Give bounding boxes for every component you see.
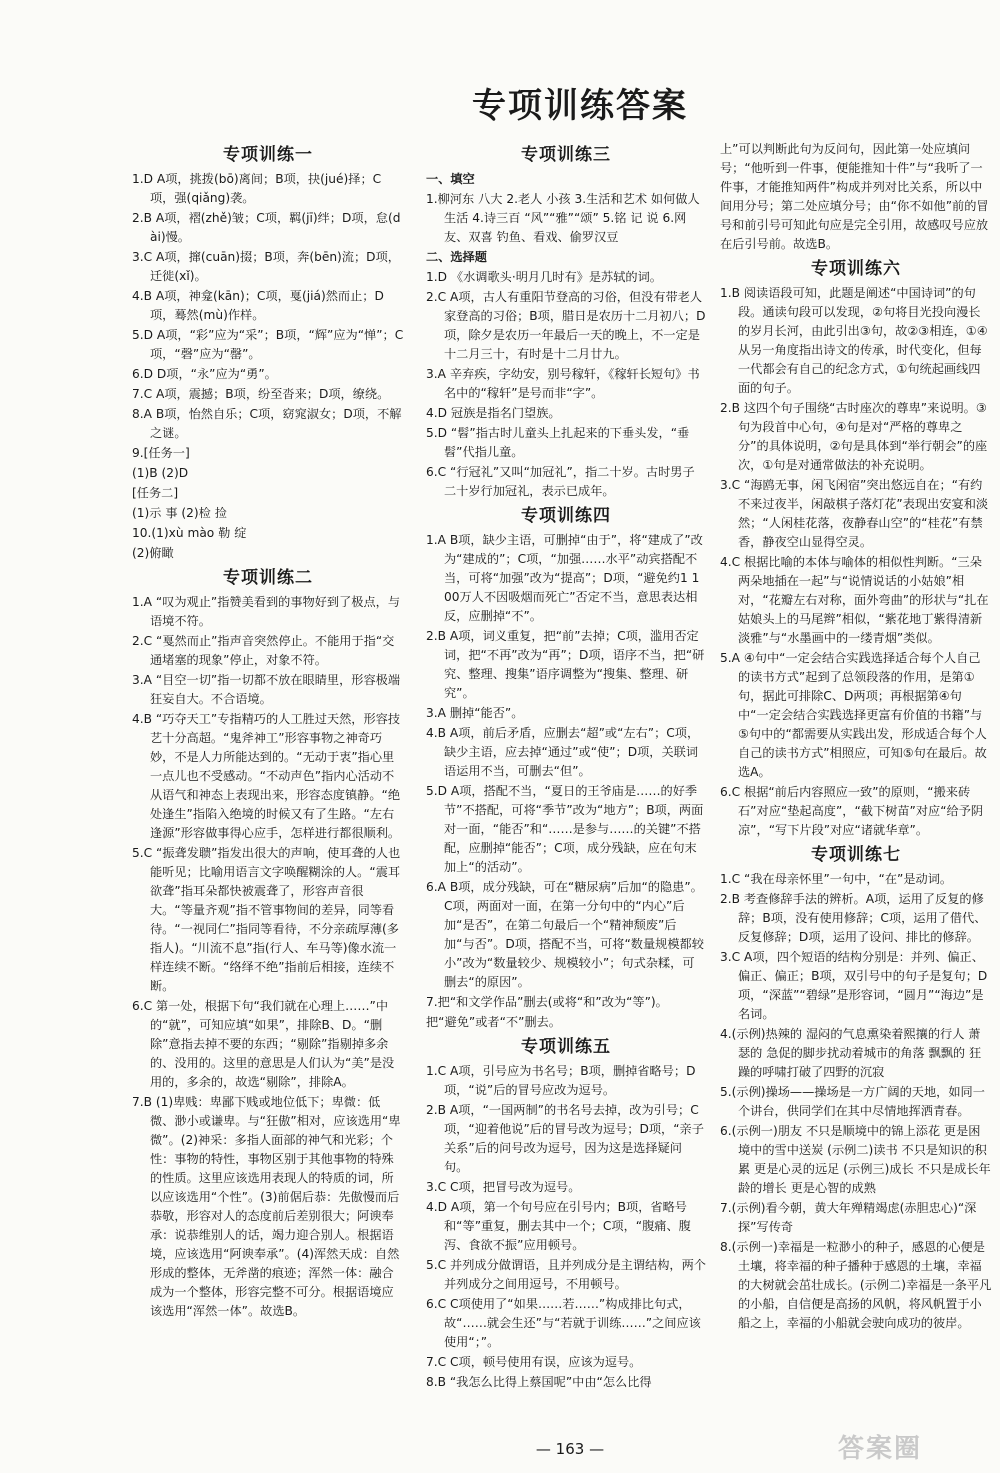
answer-item: 8.B “我怎么比得上蔡国呢”中由“怎么比得 [426, 1375, 652, 1389]
answer-item: 4.D A项，第一个句号应在引号内；B项，省略号和“等”重复，删去其中一个；C项，“腹痛、腹泻、食欲不振”应用顿号。 [426, 1200, 691, 1252]
watermark-logo [838, 1428, 988, 1466]
answer-item: 6.C 根据“前后内容照应一致”的原则，“搬来砖石”对应“垫起高度”，“截下树苗”对应“给予阴凉”，“写下片段”对应“诸就华章”。 [720, 785, 984, 837]
answer-item: 5.A ④句中“一定会结合实践选择适合每个人自己的读书方式”起到了总领段落的作用，是第①句，据此可排除C、D两项；再根据第④句中“一定会结合实践选择更富有价值的书籍”与⑤句中的“都需要从实践出发，形成适合每个人自己的读书方式”相照应，可知⑤句在最后。故选A。 [720, 651, 987, 779]
answer-item: (1)B (2)D [132, 466, 189, 480]
page-title: 专项训练答案 [472, 86, 688, 126]
answer-item: 7.把“和文学作品”删去(或将“和”改为“等”)。 [426, 995, 668, 1009]
section-heading: 专项训练四 [521, 506, 611, 526]
answer-item: 1.柳河东 八大 2.老人 小孩 3.生活和艺术 如何做人 生活 4.诗三百 “风”“雅”“颂” 5.铭 记 说 6.网友、双喜 钓鱼、看戏、偷罗汉豆 [426, 192, 700, 244]
subsection-label: 二、选择题 [426, 250, 487, 264]
answer-item: 1.A B项，缺少主语，可删掉“由于”，将“建成了”改为“建成的”；C项，“加强……水平”动宾搭配不当，可将“加强”改为“提高”；D项，“避免约1 100万人不因吸烟而死亡”否定不当，意思表达相反，应删掉“不”。 [426, 533, 703, 623]
answer-item: 1.D 《水调歌头·明月几时有》是苏轼的词。 [426, 270, 662, 284]
answer-item: 上”可以判断此句为反问句，因此第一处应填问号；“他听到一件事，便能推知十件”与“我听了一件事，才能推知两件”构成并列对比关系，所以中间用分号；第二处应填分号；由“你不如他”前的冒号和前引号可知此句应是完全引用，故感叹号应放在后引号前。故选B。 [720, 142, 989, 251]
answer-item: 1.C A项，引号应为书名号；B项，删掉省略号；D项，“说”后的冒号应改为逗号。 [426, 1064, 696, 1097]
answer-item: 3.C A项，四个短语的结构分别是：并列、偏正、偏正、偏正；B项，双引号中的句子是复句；D项，“深蓝”“碧绿”是形容词，“圆月”“海边”是名词。 [720, 950, 988, 1021]
answer-item: 2.B A项，褶(zhě)皱；C项，羁(jī)绊；D项，怠(dài)慢。 [132, 211, 401, 244]
answer-item: 6.C C项使用了“如果……若……”构成排比句式，故“……就会生还”与“若就于训练……”之间应该使用“；”。 [426, 1297, 701, 1349]
answer-item: 6.(示例一)朋友 不只是顺境中的锦上添花 更是困境中的雪中送炭 (示例二)读书 不只是知识的积累 更是心灵的远足 (示例三)成长 不只是成长年龄的增长 更是心智的成熟 [720, 1124, 991, 1195]
answer-item: 3.C “海鸥无事，闲飞闲宿”突出悠远自在；“有约不来过夜半，闲敲棋子落灯花”表现出安宴和淡然；“人闲桂花落，夜静春山空”的“桂花”有禁香，静夜空山显得空灵。 [720, 478, 989, 549]
section-heading: 专项训练七 [811, 845, 901, 865]
answer-item: 3.C C项，把冒号改为逗号。 [426, 1180, 581, 1194]
answer-item: (2)俯瞰 [132, 546, 174, 560]
section-heading: 专项训练三 [521, 145, 611, 165]
answer-item: 5.C 并列成分做谓语，且并列成分是主谓结构，两个并列成分之间用逗号，不用顿号。 [426, 1258, 706, 1291]
answer-item: 1.B 阅读语段可知，此题是阐述“中国诗词”的句段。通读句段可以发现，②句将目光投向漫长的岁月长河，由此引出③句，故②③相连，①④从另一角度指出诗文的传承，时代变化，但每一代都会有自己的纪念方式，①句统起画线四面的句子。 [720, 286, 988, 395]
answer-item: (1)示 事 (2)检 捡 [132, 506, 227, 520]
answer-item: 4.B “巧夺天工”专指精巧的人工胜过天然，形容技艺十分高超。“鬼斧神工”形容事物之神奇巧妙，不是人力所能达到的。“无动于衷”指心里一点儿也不受感动。“不动声色”指内心活动不从语气和神态上表现出来，形容态度镇静。“绝处逢生”指陷入绝境的时候又有了生路。“左右逢源”形容做事得心应手，怎样进行都很顺利。 [132, 712, 401, 840]
section-heading: 专项训练六 [811, 259, 901, 279]
answer-item: 5.D A项，搭配不当，“夏日的王爷庙是……的好季节”不搭配，可将“季节”改为“地方”；B项，两面对一面，“能否”和“……是参与……的关键”不搭配，应删掉“能否”；C项，成分残缺，应在句末加上“的活动”。 [426, 784, 704, 874]
answer-item: 3.A 删掉“能否”。 [426, 706, 524, 720]
answer-item: 2.B A项，“一国两制”的书名号去掉，改为引号；C项，“迎着他说”后的冒号改为逗号；D项，“亲子关系”后的问号改为逗号，因为这是选择疑问句。 [426, 1103, 704, 1174]
answer-item: 3.A “目空一切”指一切都不放在眼睛里，形容极端狂妄自大。不合语境。 [132, 673, 401, 706]
answer-item: 2.B 这四个句子围绕“古时座次的尊卑”来说明。③句为段首中心句，④句是对“严格的尊卑之分”的具体说明，②句是具体到“举行朝会”的座次，①句是对通常做法的补充说明。 [720, 401, 988, 472]
answer-item: 4.B A项，神龛(kān)；C项，戛(jiá)然而止；D项，蓦然(mù)作样。 [132, 289, 384, 322]
watermark-text: 答案圈 [838, 1434, 923, 1464]
column-2 [426, 140, 706, 1433]
answer-item: 4.C 根据比喻的本体与喻体的相似性判断。“三朵两朵地插在一起”与“说情说话的小姑娘”相对，“花瓣左右对称，面外弯曲”的形状与“扎在姑娘头上的马尾辫”相似，“紫花地丁紫得清新淡雅”与“水墨画中的一缕青烟”类似。 [720, 555, 989, 645]
answer-item: 6.D D项，“永”应为“勇”。 [132, 367, 277, 381]
answer-item: 8.(示例一)幸福是一粒渺小的种子，感恩的心便是土壤，将幸福的种子播种于感恩的土壤，幸福的大树就会茁壮成长。(示例二)幸福是一条平凡的小船，自信便是高扬的风帆，将风帆置于小船之上，幸福的小船就会驶向成功的彼岸。 [720, 1240, 992, 1330]
answer-item: 8.A B项，怡然自乐；C项，窈窕淑女；D项，不解之谜。 [132, 407, 402, 440]
answer-item: [任务二] [132, 486, 179, 500]
answer-item: 4.D 冠族是指名门望族。 [426, 406, 561, 420]
answer-item: 9.[任务一] [132, 446, 190, 460]
answer-item: 7.C C项，顿号使用有误，应该为逗号。 [426, 1355, 642, 1369]
answer-item: 5.C “振聋发聩”指发出很大的声响，使耳聋的人也能听见；比喻用语言文字唤醒糊涂的人。“震耳欲聋”指耳朵都快被震聋了，形容声音很大。“等量齐观”指不管事物间的差异，同等看待。“一视同仁”指同等看待，不分亲疏厚薄(多指人)。“川流不息”指(行人、车马等)像水流一样连续不断。“络绎不绝”指前后相接，连续不断。 [132, 846, 401, 993]
section-heading: 专项训练二 [223, 568, 313, 588]
answer-item: 4.B A项，前后矛盾，应删去“超”或“左右”；C项，缺少主语，应去掉“通过”或“使”；D项，关联词语运用不当，可删去“但”。 [426, 726, 700, 778]
section-heading: 专项训练五 [521, 1037, 611, 1057]
answer-item: 2.C A项，古人有重阳节登高的习俗，但没有带老人家登高的习俗；B项，腊日是农历十二月初八；D项，除夕是农历一年最后一天的晚上，不一定是十二月三十，有时是十二月廿九。 [426, 290, 706, 361]
answer-item: 5.D “髫”指古时儿童头上扎起来的下垂头发，“垂髫”代指儿童。 [426, 426, 690, 459]
subsection-label: 一、填空 [426, 172, 475, 186]
answer-item: 1.C “我在母亲怀里”一句中，“在”是动词。 [720, 872, 953, 886]
answer-item: 2.B 考查修辞手法的辨析。A项，运用了反复的修辞；B项，没有使用修辞；C项，运用了借代、反复修辞；D项，运用了设问、排比的修辞。 [720, 892, 987, 944]
column-3 [720, 140, 992, 1433]
answer-item: 把“避免”或者“不”删去。 [426, 1015, 561, 1029]
answer-item: 1.A “叹为观止”指赞美看到的事物好到了极点，与语境不符。 [132, 595, 401, 628]
answer-item: 7.(示例)看今朝，黄大年殚精竭虑(赤胆忠心)“深探”写传奇 [720, 1201, 977, 1234]
column-1 [132, 140, 404, 1433]
answer-item: 1.D A项，挑拨(bō)离间；B项，抉(jué)择；C项，强(qiǎng)袭。 [132, 172, 382, 205]
answer-item: 6.C “行冠礼”又叫“加冠礼”，指二十岁。古时男子二十岁行加冠礼，表示已成年。 [426, 465, 695, 498]
answer-item: 5.(示例)操场——操场是一方广阔的天地，如同一个讲台，供同学们在其中尽情地挥洒青春。 [720, 1085, 985, 1118]
answer-item: 2.C “戛然而止”指声音突然停止。不能用于指“交通堵塞的现象”停止，对象不符。 [132, 634, 395, 667]
answer-item: 6.C 第一处，根据下句“我们就在心理上……”中的“就”，可知应填“如果”，排除B、D。“删除”意指去掉不要的东西；“剔除”指剔掉多余的、没用的。这里的意思是人们认为“美”是没用的，多余的，故选“剔除”，排除A。 [132, 999, 395, 1089]
answer-item: 5.D A项，“彩”应为“采”；B项，“辉”应为“惮”；C项，“磬”应为“罄”。 [132, 328, 404, 361]
answer-item: 3.C A项，撺(cuān)掇；B项，奔(bēn)流；D项，迁徙(xǐ)。 [132, 250, 400, 283]
answer-item: 2.B A项，词义重复，把“前”去掉；C项，滥用否定词，把“不再”改为“再”；D项，语序不当，把“研究、整理、搜集”语序调整为“搜集、整理、研究”。 [426, 629, 705, 700]
page-number: — 163 — [535, 1440, 605, 1458]
answer-item: 6.A B项，成分残缺，可在“糖尿病”后加“的隐患”。C项，两面对一面，在第一分句中的“内心”后加“是否”，在第二句最后一个“精神颓废”后加“与否”。D项，搭配不当，可将“数量规模都较小”改为“数量较少、规模较小”；句式杂糅，可删去“的原因”。 [426, 880, 704, 989]
answer-item: 3.A 辛弃疾，字幼安，别号稼轩，《稼轩长短句》书名中的“稼轩”是号而非“字”。 [426, 367, 700, 400]
answer-item: 7.C A项，震撼；B项，纷至沓来；D项，缭绕。 [132, 387, 390, 401]
answer-item: 7.B (1)卑贱：卑鄙下贱或地位低下；卑微：低微、渺小或谦卑。与“狂傲”相对，应该选用“卑微”。(2)神采：多指人面部的神气和光彩；个性：事物的特性，事物区别于其他事物的特殊的性质。这里应该选用表现人的特质的词，所以应该选用“个性”。(3)前倨后恭：先傲慢而后恭敬，形容对人的态度前后差别很大；阿谀奉承：说恭维别人的话，竭力迎合别人。根据语境，应该选用“阿谀奉承”。(4)浑然天成：自然形成的整体，无斧凿的痕迹；浑然一体：融合成为一个整体，形容完整不可分。根据语境应该选用“浑然一体”。故选B。 [132, 1095, 401, 1318]
answer-item: 10.(1)xù mào 勒 绽 [132, 526, 247, 540]
answer-item: 4.(示例)热辣的 湿闷的气息熏染着熙攘的行人 萧瑟的 急促的脚步扰动着城市的角落 飘飘的 狂躁的呼啸打破了四野的沉寂 [720, 1027, 982, 1079]
section-heading: 专项训练一 [223, 145, 313, 165]
